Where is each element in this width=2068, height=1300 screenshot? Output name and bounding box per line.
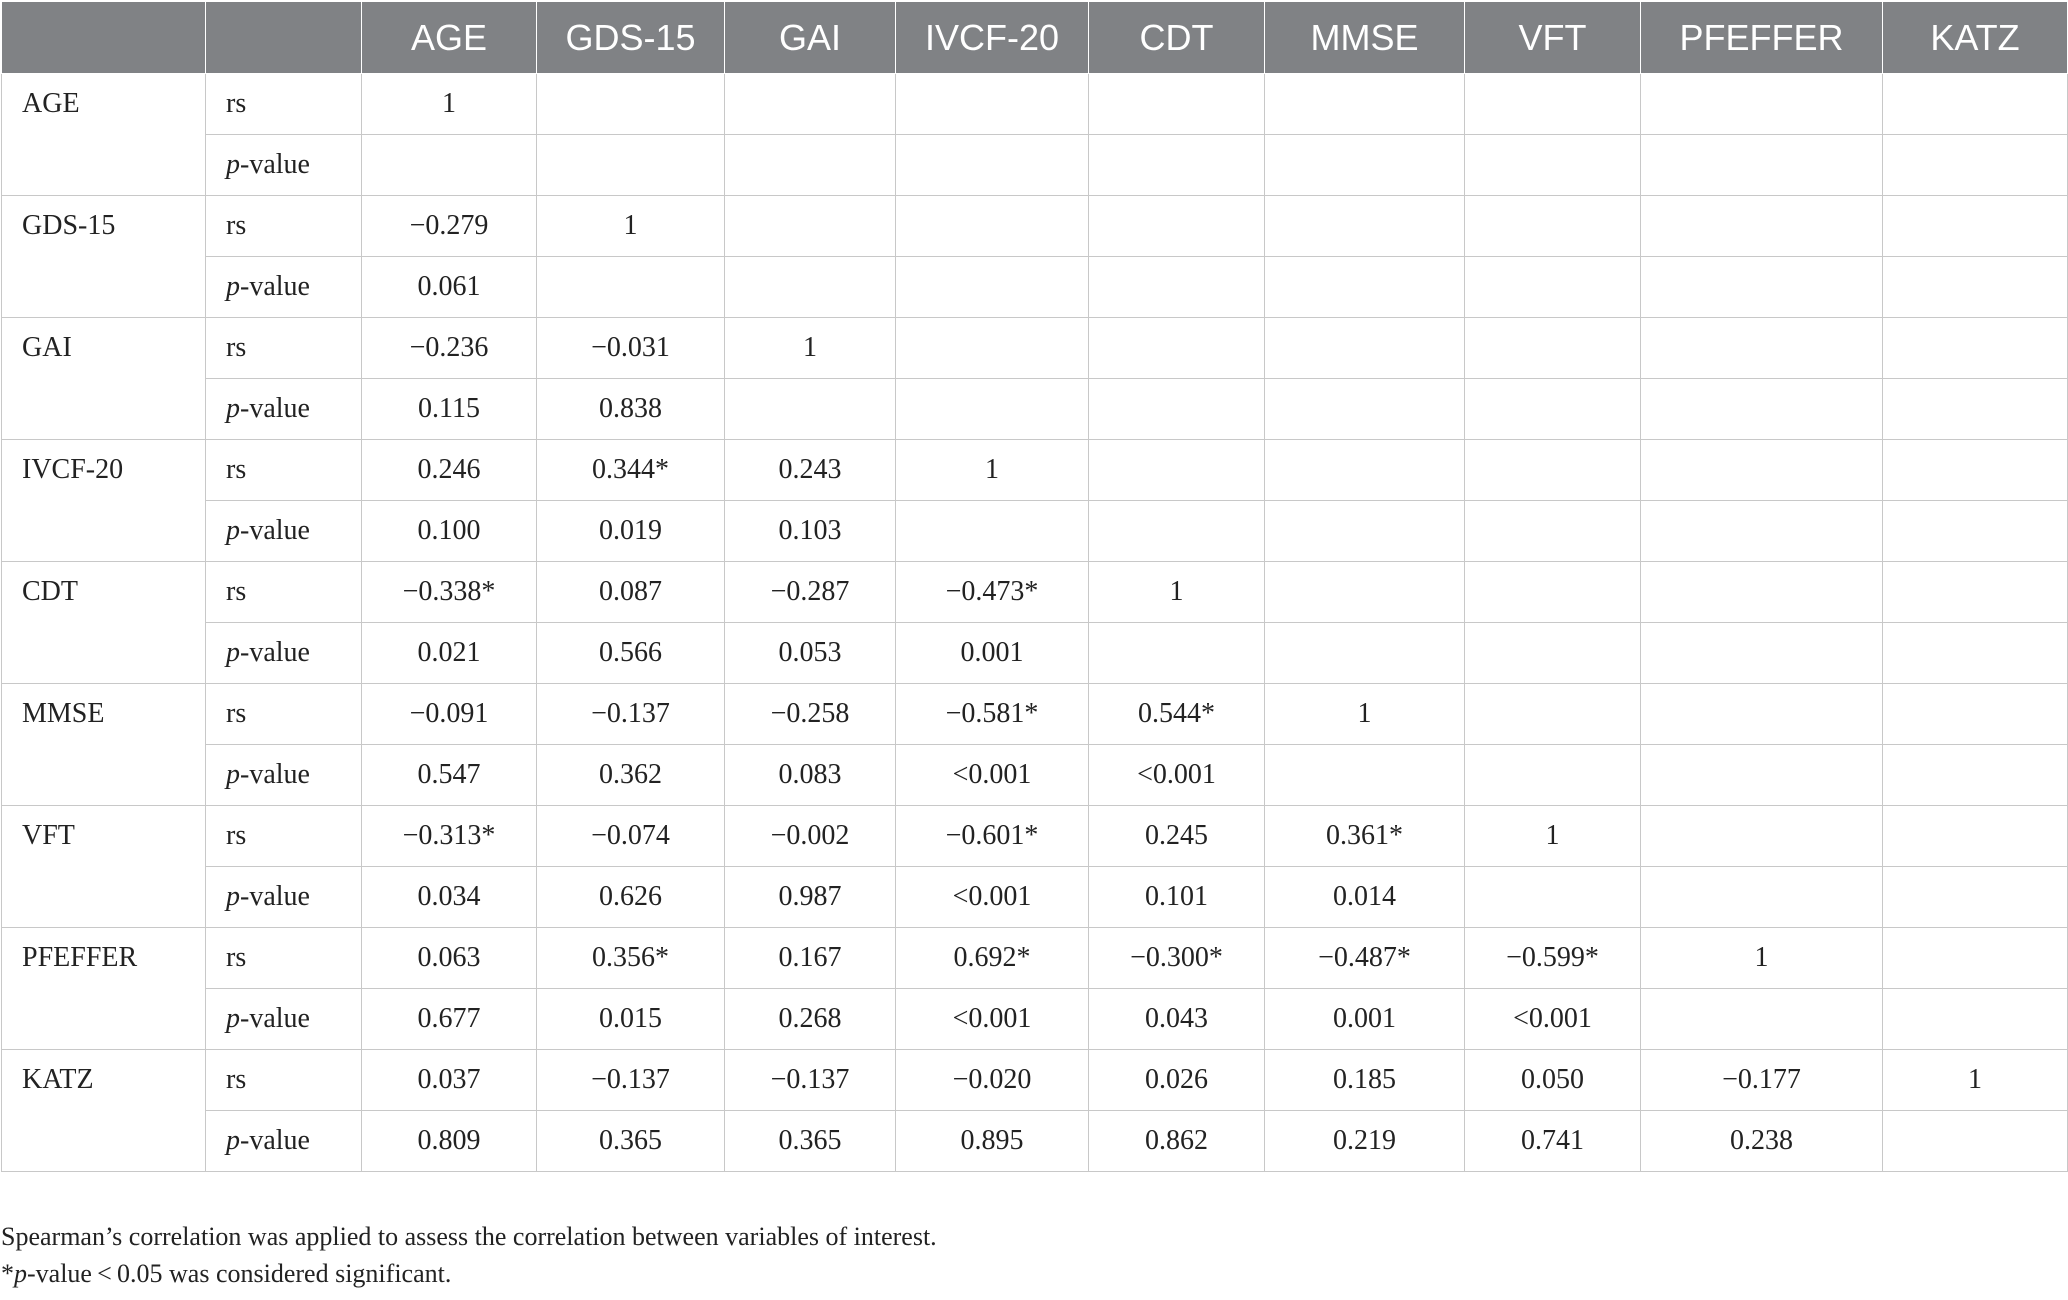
rs-cell: −0.137 [725,1050,896,1111]
stat-label-rs: rs [206,928,362,989]
p-value-cell [1883,745,2068,806]
rs-cell [1883,74,2068,135]
table-row-mmse-p-value [2,745,2068,806]
p-value-cell: 0.053 [725,623,896,684]
p-value-cell: 0.115 [362,379,537,440]
stat-label-p-value: p-value [206,623,362,684]
rs-cell: −0.287 [725,562,896,623]
rs-cell [1089,196,1265,257]
rs-cell [1883,928,2068,989]
table-row-gds-15-rs [2,196,2068,257]
p-value-cell [537,135,725,196]
p-value-cell: 0.547 [362,745,537,806]
p-value-cell: 0.015 [537,989,725,1050]
p-value-cell [1641,501,1883,562]
rs-cell [1883,562,2068,623]
p-value-cell: 0.862 [1089,1111,1265,1172]
rs-cell: 0.050 [1465,1050,1641,1111]
p-value-cell [1265,379,1465,440]
table-row-age-p-value [2,135,2068,196]
rs-cell [1641,318,1883,379]
rs-cell [1883,440,2068,501]
stat-label-p-value: p-value [206,1111,362,1172]
rs-cell: 1 [725,318,896,379]
rs-cell [537,74,725,135]
rs-cell: 0.243 [725,440,896,501]
rs-cell: 0.344* [537,440,725,501]
rs-cell: −0.338* [362,562,537,623]
rs-cell [1883,806,2068,867]
rs-cell [1089,74,1265,135]
stat-label-p-value: p-value [206,501,362,562]
rs-cell: −0.313* [362,806,537,867]
rs-cell [1641,562,1883,623]
rs-cell [1883,196,2068,257]
p-value-cell [1641,257,1883,318]
p-value-cell [1883,623,2068,684]
column-header-age: AGE [362,2,537,74]
rs-cell: −0.300* [1089,928,1265,989]
rs-cell: 0.037 [362,1050,537,1111]
p-value-cell: 0.034 [362,867,537,928]
table-notes [1,1218,937,1292]
p-value-cell [1883,1111,2068,1172]
rs-cell: 1 [1265,684,1465,745]
rs-cell [1265,196,1465,257]
p-value-cell [725,135,896,196]
rs-cell: −0.599* [1465,928,1641,989]
stat-label-rs: rs [206,806,362,867]
p-value-cell [1089,501,1265,562]
column-header-cdt: CDT [1089,2,1265,74]
p-value-cell [896,501,1089,562]
rs-cell [1883,684,2068,745]
p-value-cell [1465,745,1641,806]
rs-cell [896,318,1089,379]
p-value-cell: 0.987 [725,867,896,928]
p-value-cell [1089,379,1265,440]
rs-cell [1641,74,1883,135]
p-value-cell [896,257,1089,318]
correlation-table [1,1,2068,1172]
stat-label-rs: rs [206,196,362,257]
p-value-cell: 0.838 [537,379,725,440]
rs-cell: 0.246 [362,440,537,501]
stat-label-p-value: p-value [206,135,362,196]
p-value-cell [1465,867,1641,928]
rs-cell: −0.074 [537,806,725,867]
p-value-cell [1265,135,1465,196]
p-value-cell: 0.001 [1265,989,1465,1050]
stat-label-p-value: p-value [206,745,362,806]
p-value-cell [1641,867,1883,928]
rs-cell [1465,562,1641,623]
rs-cell [1641,684,1883,745]
rs-cell: −0.137 [537,1050,725,1111]
p-value-cell [896,135,1089,196]
footnote-spearman: Spearman’s correlation was applied to assess the correlation between variables of interest. [1,1222,937,1251]
rs-cell [896,196,1089,257]
rs-cell: −0.258 [725,684,896,745]
p-value-cell [725,257,896,318]
table-row-katz-p-value [2,1111,2068,1172]
stat-label-rs: rs [206,684,362,745]
row-label-pfeffer: PFEFFER [2,928,206,1050]
table-row-vft-rs [2,806,2068,867]
rs-cell: 1 [537,196,725,257]
rs-cell [1089,440,1265,501]
rs-cell: 1 [1641,928,1883,989]
rs-cell: 0.356* [537,928,725,989]
stat-label-rs: rs [206,562,362,623]
rs-cell: 0.026 [1089,1050,1265,1111]
column-header-pfeffer: PFEFFER [1641,2,1883,74]
table-body [2,74,2068,1172]
row-label-cdt: CDT [2,562,206,684]
p-value-cell: 0.365 [537,1111,725,1172]
stat-label-rs: rs [206,440,362,501]
row-label-vft: VFT [2,806,206,928]
p-value-cell [1089,135,1265,196]
rs-cell [1265,74,1465,135]
stat-label-p-value: p-value [206,379,362,440]
column-header-gds-15: GDS-15 [537,2,725,74]
row-label-katz: KATZ [2,1050,206,1172]
table-row-ivcf-20-p-value [2,501,2068,562]
rs-cell [725,196,896,257]
p-value-cell: 0.103 [725,501,896,562]
rs-cell: −0.031 [537,318,725,379]
table-row-gai-p-value [2,379,2068,440]
p-value-cell: 0.219 [1265,1111,1465,1172]
p-value-cell: 0.019 [537,501,725,562]
p-value-cell [1265,257,1465,318]
header-row [2,2,2068,74]
rs-cell [1265,440,1465,501]
p-value-cell: 0.566 [537,623,725,684]
rs-cell: −0.581* [896,684,1089,745]
p-value-cell: <0.001 [1465,989,1641,1050]
row-label-gai: GAI [2,318,206,440]
p-value-cell: 0.626 [537,867,725,928]
rs-cell: 1 [1883,1050,2068,1111]
rs-cell: 1 [1089,562,1265,623]
p-value-cell [1641,135,1883,196]
table-row-pfeffer-p-value [2,989,2068,1050]
p-value-cell: 0.895 [896,1111,1089,1172]
p-value-cell: 0.362 [537,745,725,806]
column-header-gai: GAI [725,2,896,74]
p-value-cell: 0.014 [1265,867,1465,928]
rs-cell [1465,318,1641,379]
rs-cell: −0.236 [362,318,537,379]
p-value-cell [1089,257,1265,318]
rs-cell [1465,74,1641,135]
rs-cell: 0.245 [1089,806,1265,867]
p-value-cell: 0.101 [1089,867,1265,928]
rs-cell [1641,440,1883,501]
p-value-cell [1641,989,1883,1050]
p-value-cell [1265,623,1465,684]
header-corner-variable [2,2,206,74]
p-value-cell: 0.677 [362,989,537,1050]
row-label-ivcf-20: IVCF-20 [2,440,206,562]
p-value-cell [1465,135,1641,196]
p-value-cell: <0.001 [896,989,1089,1050]
rs-cell: −0.601* [896,806,1089,867]
row-label-mmse: MMSE [2,684,206,806]
rs-cell: 0.361* [1265,806,1465,867]
p-value-cell [1265,745,1465,806]
p-value-cell: <0.001 [896,745,1089,806]
rs-cell: −0.177 [1641,1050,1883,1111]
p-value-cell: 0.741 [1465,1111,1641,1172]
rs-cell: −0.473* [896,562,1089,623]
rs-cell [1265,318,1465,379]
p-value-cell: 0.809 [362,1111,537,1172]
rs-cell [1465,196,1641,257]
p-value-cell [725,379,896,440]
rs-cell: 0.087 [537,562,725,623]
p-value-cell: 0.083 [725,745,896,806]
rs-cell [1883,318,2068,379]
p-value-cell [1641,379,1883,440]
header-corner-statistic [206,2,362,74]
table-row-pfeffer-rs [2,928,2068,989]
rs-cell [896,74,1089,135]
table-row-cdt-rs [2,562,2068,623]
rs-cell [1089,318,1265,379]
p-value-cell [1089,623,1265,684]
rs-cell: −0.020 [896,1050,1089,1111]
p-value-cell [1883,867,2068,928]
rs-cell: −0.279 [362,196,537,257]
stat-label-rs: rs [206,318,362,379]
p-value-cell: 0.268 [725,989,896,1050]
p-value-cell [1265,501,1465,562]
stat-label-p-value: p-value [206,867,362,928]
p-value-cell [1641,745,1883,806]
rs-cell: 0.063 [362,928,537,989]
stat-label-p-value: p-value [206,257,362,318]
table-row-katz-rs [2,1050,2068,1111]
p-value-cell: 0.061 [362,257,537,318]
row-label-gds-15: GDS-15 [2,196,206,318]
rs-cell: 0.167 [725,928,896,989]
column-header-ivcf-20: IVCF-20 [896,2,1089,74]
stat-label-rs: rs [206,1050,362,1111]
rs-cell: −0.002 [725,806,896,867]
rs-cell: 1 [896,440,1089,501]
rs-cell: −0.487* [1265,928,1465,989]
p-value-cell [1641,623,1883,684]
rs-cell [1641,196,1883,257]
p-value-cell: 0.365 [725,1111,896,1172]
column-header-mmse: MMSE [1265,2,1465,74]
p-value-cell [1883,501,2068,562]
table-row-mmse-rs [2,684,2068,745]
column-header-vft: VFT [1465,2,1641,74]
p-value-cell: 0.021 [362,623,537,684]
rs-cell [1641,806,1883,867]
p-value-cell [537,257,725,318]
rs-cell: −0.091 [362,684,537,745]
p-value-cell [1883,379,2068,440]
p-value-cell [362,135,537,196]
p-value-cell: 0.001 [896,623,1089,684]
rs-cell: 0.185 [1265,1050,1465,1111]
p-value-cell [1883,989,2068,1050]
row-label-age: AGE [2,74,206,196]
p-value-cell: <0.001 [896,867,1089,928]
p-value-cell [1883,135,2068,196]
rs-cell [1465,684,1641,745]
rs-cell [725,74,896,135]
table-row-gai-rs [2,318,2068,379]
footnote-significance: *p-value < 0.05 was considered significant. [1,1259,452,1288]
table-row-vft-p-value [2,867,2068,928]
p-value-cell [1465,257,1641,318]
p-value-cell: 0.043 [1089,989,1265,1050]
p-value-cell [1465,501,1641,562]
table-row-gds-15-p-value [2,257,2068,318]
column-header-katz: KATZ [1883,2,2068,74]
p-value-cell: 0.100 [362,501,537,562]
table-row-cdt-p-value [2,623,2068,684]
table-row-age-rs [2,74,2068,135]
rs-cell: 0.544* [1089,684,1265,745]
stat-label-p-value: p-value [206,989,362,1050]
stat-label-rs: rs [206,74,362,135]
rs-cell: 0.692* [896,928,1089,989]
rs-cell: −0.137 [537,684,725,745]
table-row-ivcf-20-rs [2,440,2068,501]
rs-cell [1465,440,1641,501]
p-value-cell: <0.001 [1089,745,1265,806]
p-value-cell [896,379,1089,440]
p-value-cell [1465,379,1641,440]
p-value-cell [1883,257,2068,318]
rs-cell: 1 [362,74,537,135]
p-value-cell [1465,623,1641,684]
rs-cell: 1 [1465,806,1641,867]
p-value-cell: 0.238 [1641,1111,1883,1172]
rs-cell [1265,562,1465,623]
